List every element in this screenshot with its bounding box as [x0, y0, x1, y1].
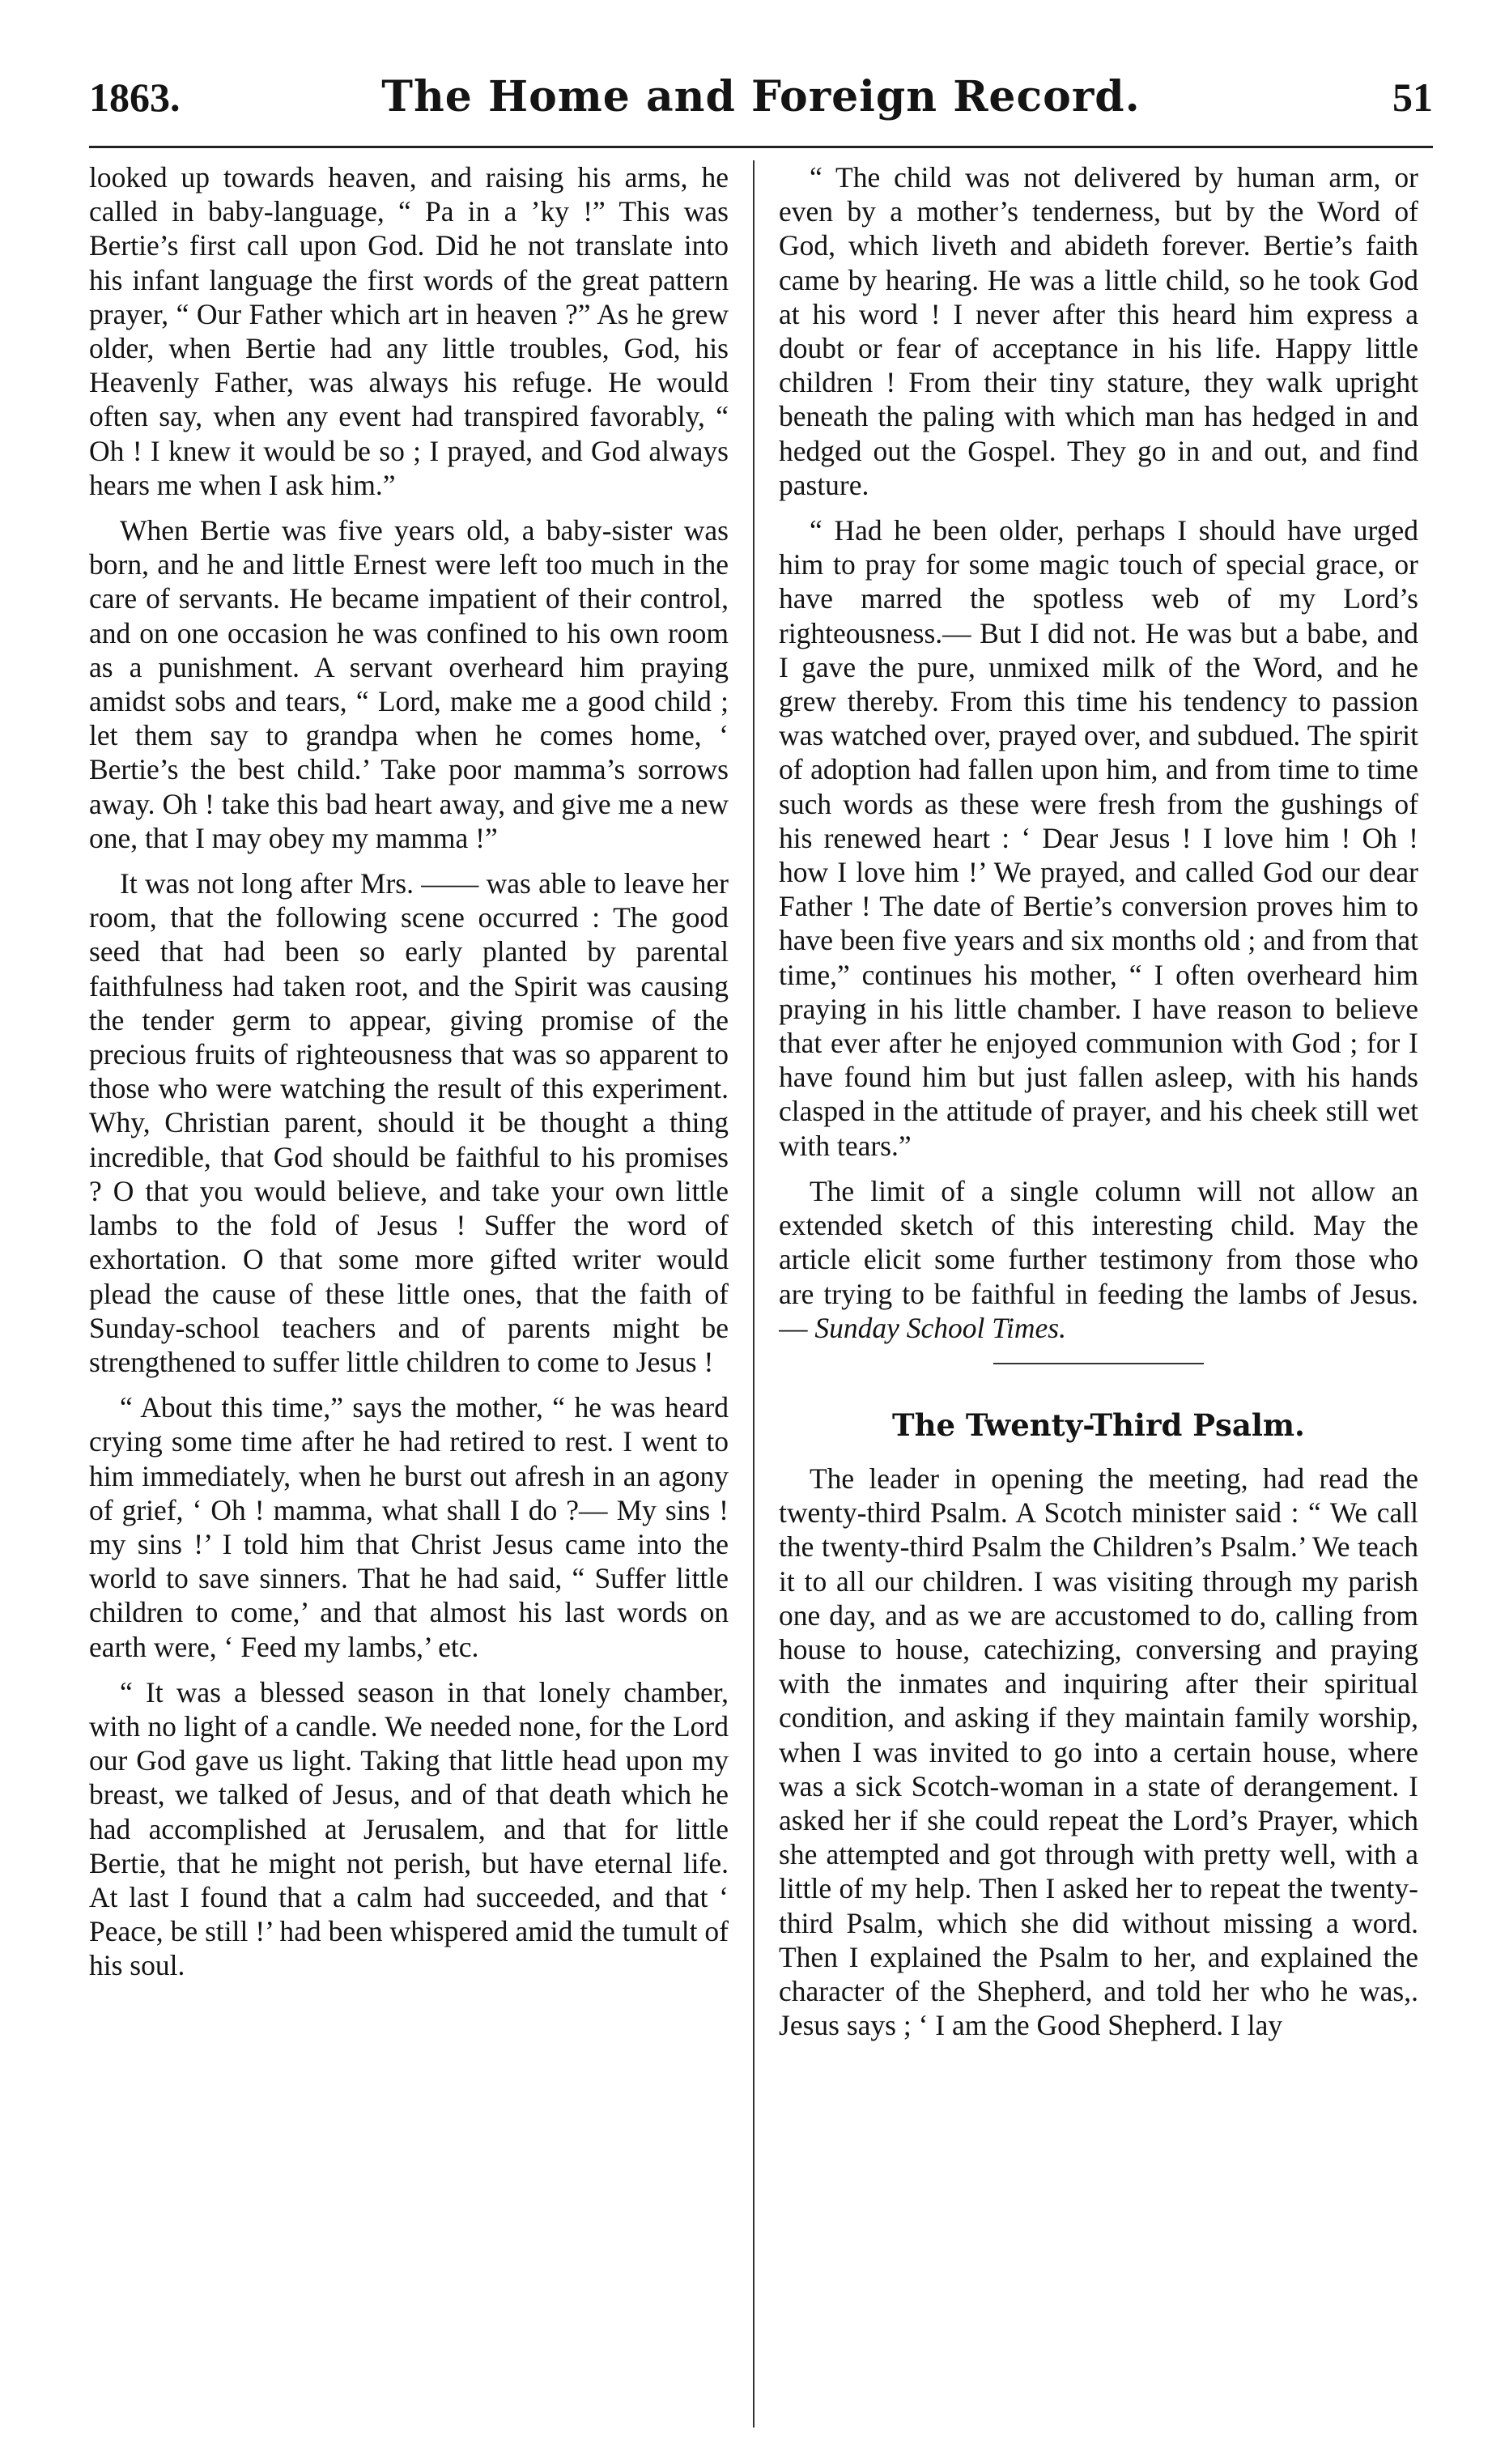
- column-divider: [753, 160, 754, 2428]
- source-citation: Sunday School Times.: [814, 1311, 1066, 1344]
- page-header: [89, 65, 1433, 154]
- paragraph: “ Had he been older, perhaps I should have urged him to pray for some magic touch of special grace, or have marred the spotless web of my Lord’s righteousness.— But I did not. He was but a babe, and I gave the pure, unmixed milk of the Word, and he grew thereby. From this time his tendency to passion was watched over, prayed over, and subdued. The spirit of adoption had fallen upon him, and from time to time such words as these were fresh from the gushings of his renewed heart : ‘ Dear Jesus ! I love him ! Oh ! how I love him !’ We prayed, and called God our dear Father ! The date of Bertie’s conversion proves him to have been five years and six months old ; and from that time,” continues his mother, “ I often overheard him praying in his little chamber. I have reason to believe that ever after he enjoyed communion with God ; for I have found him but just fallen asleep, with his hands clasped in the attitude of prayer, and his cheek still wet with tears.”: [779, 514, 1418, 1162]
- paragraph: The leader in opening the meeting, had read the twenty-third Psalm. A Scotch minister said : “ We call the twenty-third Psalm the Children’s Psalm.’ We teach it to all our children. I was visiting through my parish one day, and as we are accustomed to do, calling from house to house, catechizing, conversing and praying with the inmates and inquiring after their spiritual condition, and asking if they maintain family worship, when I was invited to go into a certain house, where was a sick Scotch-woman in a state of derangement. I asked her if she could repeat the Lord’s Prayer, which she attempted and got through with pretty well, with a little of my help. Then I asked her to repeat the twenty-third Psalm, which she did without missing a word. Then I explained the Psalm to her, and explained the character of the Shepherd, and told her who he was,. Jesus says ; ‘ I am the Good Shepherd. I lay: [779, 1462, 1418, 2042]
- publication-title: The Home and Foreign Record.: [381, 72, 1141, 121]
- paragraph: [779, 1174, 1418, 1345]
- paragraph: “ The child was not delivered by human arm, or even by a mother’s tenderness, but by the Word of God, which liveth and abideth forever. Bertie’s faith came by hearing. He was a little child, so he took God at his word ! I never after this heard him express a doubt or fear of acceptance in his life. Happy little children ! From their tiny stature, they walk upright beneath the paling with which man has hedged in and hedged out the Gospel. They go in and out, and find pasture.: [779, 161, 1418, 501]
- paragraph: looked up towards heaven, and raising his arms, he called in baby-language, “ Pa in a ’ky !” This was Bertie’s first call upon God. Did he not translate into his infant language the first words of the great pattern prayer, “ Our Father which art in heaven ?” As he grew older, when Bertie had any little troubles, God, his Heavenly Father, was always his refuge. He would often say, when any event had transpired favorably, “ Oh ! I knew it would be so ; I prayed, and God always hears me when I ask him.”: [89, 161, 729, 501]
- paragraph: When Bertie was five years old, a baby-sister was born, and he and little Ernest were left too much in the care of servants. He became impatient of their control, and on one occasion he was confined to his own room as a punishment. A servant overheard him praying amidst sobs and tears, “ Lord, make me a good child ; let them say to grandpa when he comes home, ‘ Bertie’s the best child.’ Take poor mamma’s sorrows away. Oh ! take this bad heart away, and give me a new one, that I may obey my mamma !”: [89, 514, 729, 854]
- paragraph: It was not long after Mrs. —— was able to leave her room, that the following scene occurred : The good seed that had been so early planted by parental faithfulness had taken root, and the Spirit was causing the tender germ to appear, giving promise of the precious fruits of righteousness that was so apparent to those who were watching the result of this experiment. Why, Christian parent, should it be thought a thing incredible, that God should be faithful to his promises ? O that you would believe, and take your own little lambs to the fold of Jesus ! Suffer the word of exhortation. O that some more gifted writer would plead the cause of these little ones, that the faith of Sunday-school teachers and of parents might be strengthened to suffer little children to come to Jesus !: [89, 867, 729, 1378]
- paragraph: “ About this time,” says the mother, “ he was heard crying some time after he had retired to rest. I went to him immediately, when he burst out afresh in an agony of grief, ‘ Oh ! mamma, what shall I do ?— My sins ! my sins !’ I told him that Christ Jesus came into the world to save sinners. That he had said, “ Suffer little children to come,’ and that almost his last words on earth were, ‘ Feed my lambs,’ etc.: [89, 1391, 729, 1663]
- header-year: 1863.: [89, 74, 181, 120]
- paragraph-text: The limit of a single column will not allow an extended sketch of this interesting child. May the article elicit some further testimony from those who are trying to be faithful in feeding the lambs of Jesus.—: [779, 1174, 1418, 1344]
- article-columns: [89, 160, 1433, 2436]
- page: [89, 65, 1433, 2437]
- section-title: The Twenty-Third Psalm.: [892, 1406, 1305, 1443]
- page-number: 51: [1392, 74, 1433, 120]
- header-rule: [89, 146, 1433, 148]
- right-column: [779, 160, 1418, 2436]
- left-column: [89, 160, 729, 2436]
- paragraph: “ It was a blessed season in that lonely chamber, with no light of a candle. We needed none, for the Lord our God gave us light. Taking that little head upon my breast, we talked of Jesus, and of that death which he had accomplished at Jerusalem, and that for little Bertie, that he might not perish, but have eternal life. At last I found that a calm had succeeded, and that ‘ Peace, be still !’ had been whispered amid the tumult of his soul.: [89, 1675, 729, 1982]
- section-rule: [993, 1363, 1204, 1364]
